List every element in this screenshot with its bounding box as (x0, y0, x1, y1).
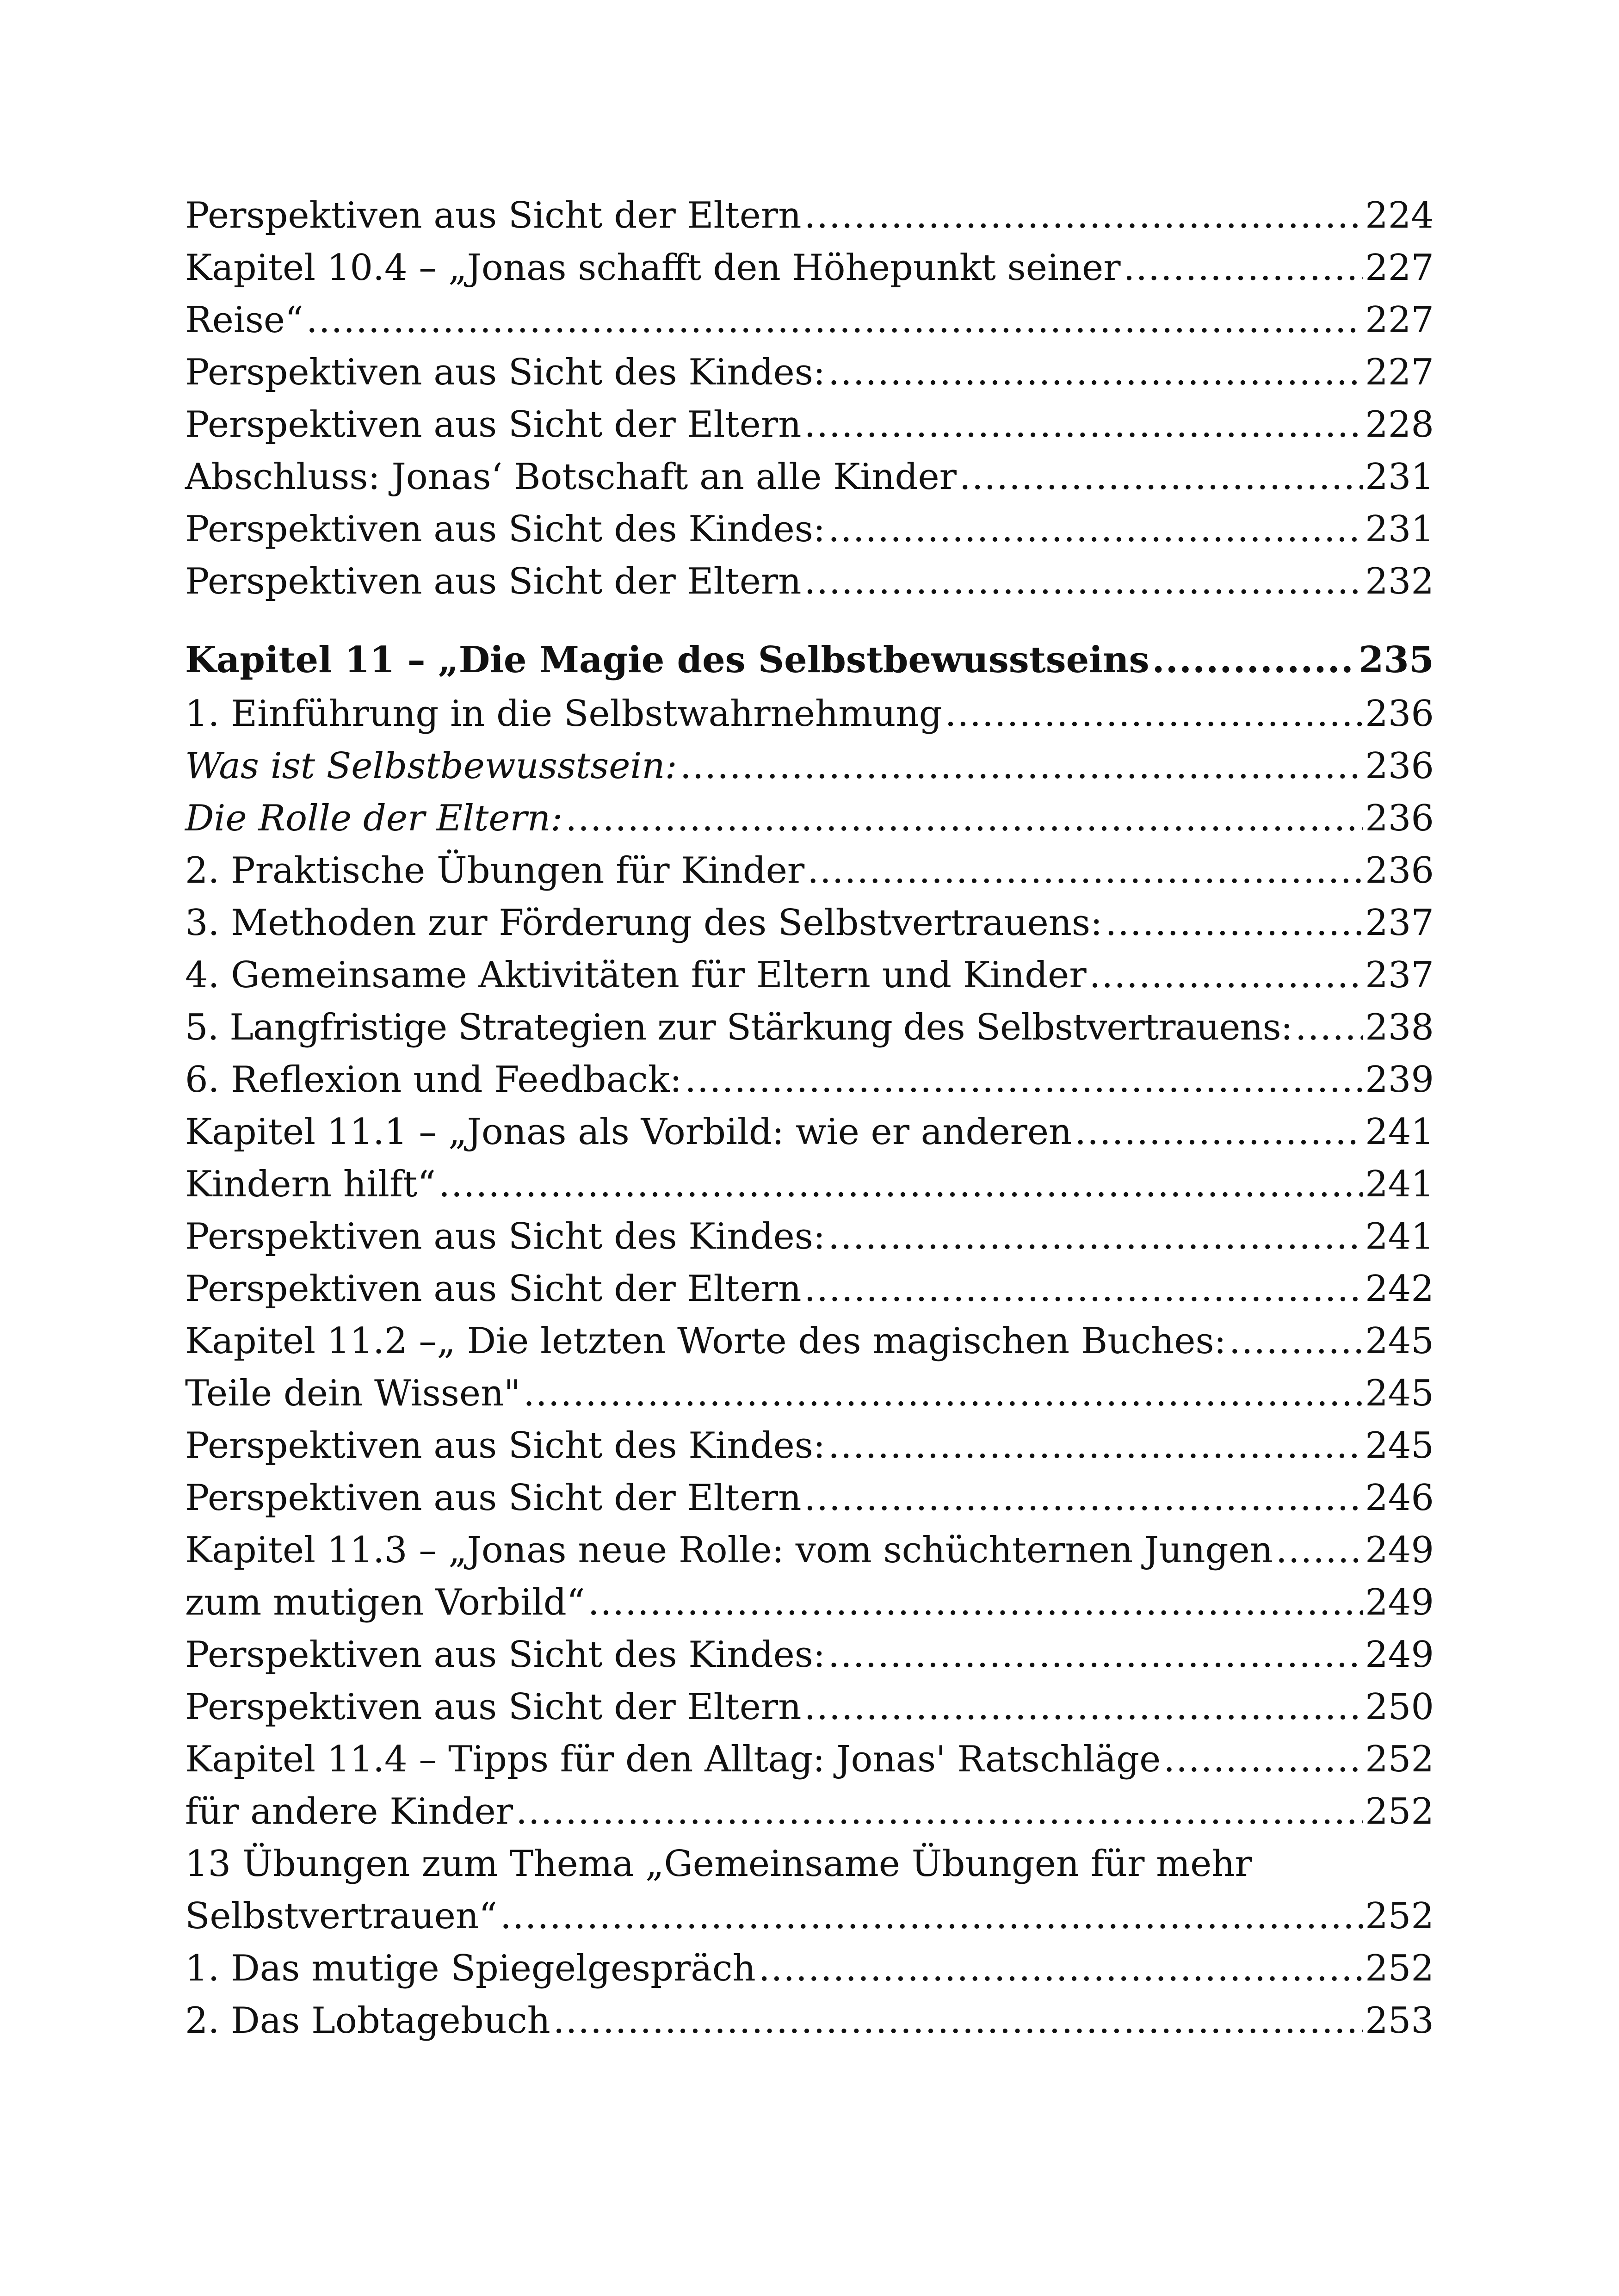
dot-leader (1089, 949, 1363, 1002)
toc-entry (185, 190, 1434, 242)
toc-entry-page: 227 (1365, 247, 1434, 289)
dot-leader (680, 740, 1363, 792)
toc-entry-title: Perspektiven aus Sicht des Kindes: (185, 1425, 826, 1467)
dot-leader (1163, 1733, 1363, 1786)
toc-entry-title: zum mutigen Vorbild“ (185, 1582, 585, 1623)
toc-entry-title: Abschluss: Jonas‘ Botschaft an alle Kinder (185, 456, 957, 498)
dot-leader (804, 1263, 1363, 1315)
toc-entry (185, 845, 1434, 897)
toc-entry (185, 1838, 1434, 1890)
toc-entry (185, 1002, 1434, 1054)
dot-leader (828, 1629, 1363, 1681)
dot-leader (759, 1943, 1363, 1995)
toc-entry-title: Kapitel 11.3 – „Jonas neue Rolle: vom schüchternen Jungen (185, 1529, 1273, 1571)
dot-leader (959, 451, 1363, 503)
toc-entry-title: 4. Gemeinsame Aktivitäten für Eltern und Kinder (185, 954, 1087, 996)
toc-entry-page: 241 (1365, 1216, 1434, 1257)
toc-entry (185, 1472, 1434, 1524)
toc-entry (185, 1681, 1434, 1733)
dot-leader (945, 688, 1364, 740)
toc-entry (185, 1054, 1434, 1106)
dot-leader (439, 1158, 1363, 1211)
toc-entry-title: Perspektiven aus Sicht des Kindes: (185, 352, 826, 393)
toc-entry-page: 224 (1365, 195, 1434, 236)
dot-leader (1123, 242, 1363, 294)
toc-entry-title: Reise“ (185, 299, 303, 341)
toc-entry-title: Perspektiven aus Sicht des Kindes: (185, 508, 826, 550)
toc-entry-page: 228 (1365, 404, 1434, 446)
dot-leader (807, 845, 1363, 897)
toc-entry-page: 252 (1365, 1739, 1434, 1780)
dot-leader (828, 1420, 1363, 1472)
toc-entry (185, 1786, 1434, 1838)
toc-entry (185, 1158, 1434, 1211)
toc-entry (185, 242, 1434, 294)
toc-entry-title: Perspektiven aus Sicht des Kindes: (185, 1634, 826, 1676)
toc-entry-title: Kapitel 11 – „Die Magie des Selbstbewusstseins (185, 639, 1149, 681)
dot-leader (1295, 1002, 1363, 1054)
dot-leader (500, 1890, 1363, 1943)
toc-entry-title: Perspektiven aus Sicht der Eltern (185, 561, 802, 602)
toc-entry-title: Was ist Selbstbewusstsein: (185, 745, 677, 787)
toc-entry-page: 249 (1365, 1582, 1434, 1623)
toc-entry-page: 241 (1365, 1163, 1434, 1205)
toc-entry-title: Perspektiven aus Sicht der Eltern (185, 1686, 802, 1728)
toc-entry (185, 399, 1434, 451)
dot-leader (1152, 634, 1357, 686)
toc-entry-page: 249 (1365, 1634, 1434, 1676)
toc-entry-title: Perspektiven aus Sicht der Eltern (185, 195, 802, 236)
dot-leader (828, 503, 1363, 556)
toc-entry (185, 897, 1434, 949)
toc-entry (185, 1943, 1434, 1995)
toc-entry-page: 250 (1365, 1686, 1434, 1728)
toc-entry-title: Die Rolle der Eltern: (185, 798, 563, 839)
toc-entry-page: 252 (1365, 1791, 1434, 1832)
toc-entry-title: Perspektiven aus Sicht der Eltern (185, 404, 802, 446)
toc-entry-page: 252 (1365, 1895, 1434, 1937)
toc-entry-page: 231 (1365, 508, 1434, 550)
toc-entry-page: 231 (1365, 456, 1434, 498)
toc-entry (185, 1995, 1434, 2047)
toc-entry (185, 688, 1434, 740)
toc-entry-page: 227 (1365, 352, 1434, 393)
toc-entry (185, 1629, 1434, 1681)
toc-entry-title: Teile dein Wissen" (185, 1373, 521, 1414)
toc-entry-title: Kapitel 11.4 – Tipps für den Alltag: Jonas' Ratschläge (185, 1739, 1161, 1780)
toc-entry-page: 235 (1359, 639, 1434, 681)
toc-entry-title: 13 Übungen zum Thema „Gemeinsame Übungen für mehr (185, 1843, 1252, 1885)
dot-leader (1276, 1524, 1363, 1577)
toc-entry-title: für andere Kinder (185, 1791, 513, 1832)
dot-leader (828, 347, 1363, 399)
toc-entry (185, 347, 1434, 399)
table-of-contents (185, 190, 1434, 2047)
dot-leader (804, 190, 1363, 242)
toc-entry-title: 2. Das Lobtagebuch (185, 2000, 550, 2042)
dot-leader (523, 1368, 1363, 1420)
toc-entry (185, 740, 1434, 792)
dot-leader (685, 1054, 1363, 1106)
toc-entry-page: 232 (1365, 561, 1434, 602)
toc-entry-page: 253 (1365, 2000, 1434, 2042)
toc-entry-title: Kapitel 11.2 –„ Die letzten Worte des magischen Buches: (185, 1320, 1226, 1362)
toc-entry-page: 252 (1365, 1948, 1434, 1989)
toc-entry-title: Selbstvertrauen“ (185, 1895, 497, 1937)
toc-entry-title: Perspektiven aus Sicht des Kindes: (185, 1216, 826, 1257)
toc-entry-title: Kindern hilft“ (185, 1163, 436, 1205)
toc-entry-page: 236 (1365, 850, 1434, 891)
toc-entry-page: 245 (1365, 1425, 1434, 1467)
toc-entry-page: 239 (1365, 1059, 1434, 1101)
toc-entry-title: Kapitel 11.1 – „Jonas als Vorbild: wie er anderen (185, 1111, 1072, 1153)
toc-entry-page: 237 (1365, 954, 1434, 996)
dot-leader (828, 1211, 1363, 1263)
toc-entry-page: 236 (1365, 745, 1434, 787)
toc-entry-page: 242 (1365, 1268, 1434, 1310)
dot-leader (804, 399, 1363, 451)
toc-entry (185, 294, 1434, 347)
toc-entry (185, 1890, 1434, 1943)
dot-leader (1075, 1106, 1363, 1158)
toc-entry-page: 236 (1365, 798, 1434, 839)
dot-leader (1105, 897, 1363, 949)
toc-entry-title: 1. Einführung in die Selbstwahrnehmung (185, 693, 942, 735)
toc-entry-title: 6. Reflexion und Feedback: (185, 1059, 682, 1101)
toc-entry-title: 3. Methoden zur Förderung des Selbstvertrauens: (185, 902, 1103, 944)
toc-chapter-heading (185, 634, 1434, 686)
toc-entry-page: 238 (1365, 1007, 1434, 1048)
toc-entry (185, 556, 1434, 608)
toc-entry-page: 241 (1365, 1111, 1434, 1153)
toc-entry (185, 1524, 1434, 1577)
toc-entry-title: Perspektiven aus Sicht der Eltern (185, 1477, 802, 1519)
toc-entry (185, 1577, 1434, 1629)
toc-entry-title: 5. Langfristige Strategien zur Stärkung des Selbstvertrauens: (185, 1007, 1292, 1048)
toc-entry (185, 1263, 1434, 1315)
dot-leader (306, 294, 1363, 347)
toc-entry-title: Kapitel 10.4 – „Jonas schafft den Höhepunkt seiner (185, 247, 1121, 289)
toc-entry-page: 246 (1365, 1477, 1434, 1519)
dot-leader (553, 1995, 1363, 2047)
toc-entry-page: 245 (1365, 1320, 1434, 1362)
dot-leader (804, 556, 1363, 608)
dot-leader (565, 792, 1363, 845)
toc-entry-title: 2. Praktische Übungen für Kinder (185, 850, 805, 891)
dot-leader (804, 1472, 1363, 1524)
toc-entry-page: 236 (1365, 693, 1434, 735)
dot-leader (1229, 1315, 1363, 1368)
toc-entry-title: 1. Das mutige Spiegelgespräch (185, 1948, 756, 1989)
toc-entry (185, 1368, 1434, 1420)
toc-entry (185, 1315, 1434, 1368)
dot-leader (588, 1577, 1363, 1629)
dot-leader (516, 1786, 1363, 1838)
toc-entry-page: 227 (1365, 299, 1434, 341)
toc-entry (185, 1106, 1434, 1158)
toc-entry (185, 1420, 1434, 1472)
toc-entry (185, 451, 1434, 503)
dot-leader (804, 1681, 1363, 1733)
toc-entry-page: 237 (1365, 902, 1434, 944)
toc-entry-title: Perspektiven aus Sicht der Eltern (185, 1268, 802, 1310)
toc-entry (185, 949, 1434, 1002)
toc-entry-page: 249 (1365, 1529, 1434, 1571)
toc-entry (185, 503, 1434, 556)
toc-entry (185, 1733, 1434, 1786)
toc-entry (185, 1211, 1434, 1263)
toc-entry-page: 245 (1365, 1373, 1434, 1414)
toc-entry (185, 792, 1434, 845)
